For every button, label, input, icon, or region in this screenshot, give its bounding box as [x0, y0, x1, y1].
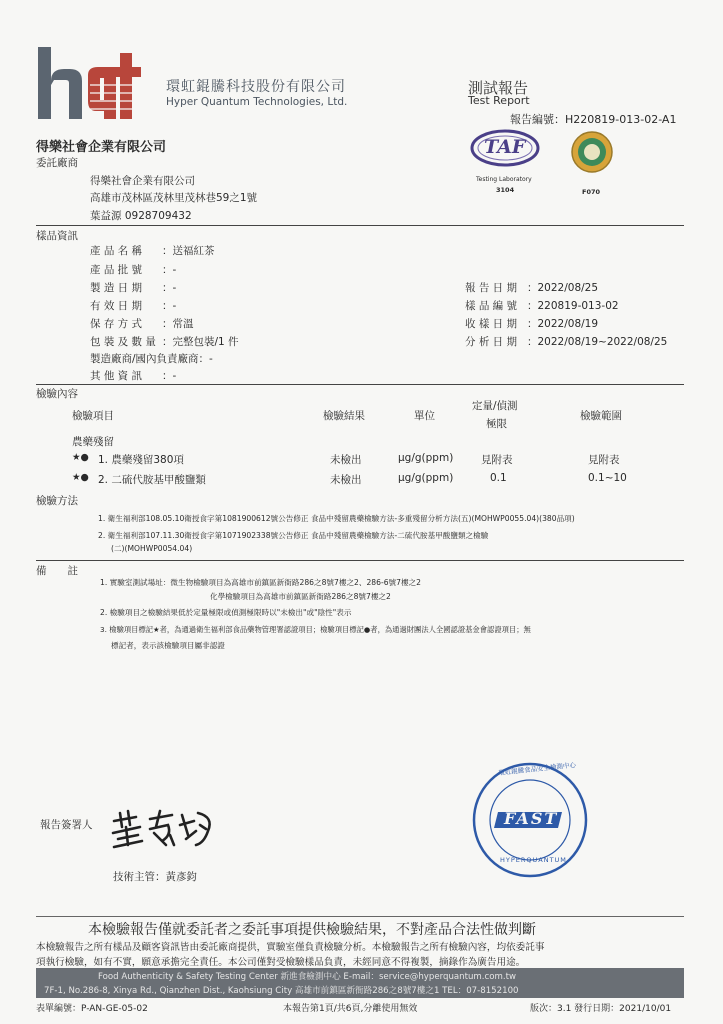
date-value: 2022/08/25	[537, 282, 599, 294]
divider	[36, 384, 684, 385]
field-label: 製 造 日 期	[90, 282, 143, 294]
disclaimer-line: 項執行檢驗，如有不實，願意承擔完全責任。本公司僅對受檢驗樣品負責，未經同意不得複製，摘錄作為廣告用途。	[36, 957, 526, 968]
field-value: -	[172, 264, 177, 276]
test-category: 農藥殘留	[72, 436, 114, 448]
col-header-item: 檢驗項目	[72, 410, 114, 422]
note-item: 1. 實驗室測試場址：微生物檢驗項目為高雄市前鎮區新衙路286之8號7樓之2、286-6號7樓之2	[100, 578, 421, 587]
footer-bar-line: Food Authenticity & Safety Testing Center 新進食檢測中心 E-mail：service@hyperquantum.com.tw	[98, 972, 517, 982]
fast-stamp	[470, 760, 590, 880]
sample-field: 保 存 方 式 ：常溫	[90, 318, 194, 330]
date-value: 220819-013-02	[537, 300, 619, 312]
note-item: 化學檢驗項目為高雄市前鎮區新衙路286之8號7樓之2	[210, 592, 391, 601]
client-heading: 得樂社會企業有限公司	[36, 140, 167, 155]
taf-logo-text: TAF	[484, 136, 526, 158]
tests-section-label: 檢驗內容	[36, 388, 78, 400]
report-title-en: Test Report	[468, 94, 530, 107]
food-certification-seal	[570, 130, 614, 202]
version-info: 版次：3.1 發行日期：2021/10/01	[530, 1004, 672, 1014]
field-value: 常溫	[172, 318, 194, 330]
field-value: -	[172, 300, 177, 312]
test-result: 未檢出	[330, 474, 362, 486]
test-limit: 見附表	[481, 454, 513, 466]
date-value: 2022/08/19	[537, 318, 599, 330]
report-number-label: 報告編號：	[510, 113, 565, 126]
footer-contact-bar	[36, 968, 684, 998]
field-value: 送福紅茶	[172, 245, 215, 257]
test-range: 0.1~10	[588, 472, 627, 484]
disclaimer-line: 本檢驗報告之所有樣品及顧客資訊皆由委託廠商提供，實驗室僅負責檢驗分析。本檢驗報告之所有檢驗內容，均依委託事	[36, 942, 545, 953]
method-item: (二)(MOHWP0054.04)	[111, 544, 193, 553]
divider	[36, 916, 684, 917]
divider	[36, 225, 684, 226]
sample-field: 包 裝 及 數 量 ：完整包裝/1 件	[90, 336, 239, 348]
stamp-center-text: FAST	[504, 809, 559, 828]
report-number-value: H220819-013-02-A1	[565, 113, 677, 126]
signature	[110, 805, 220, 851]
date-label: 分 析 日 期	[465, 336, 518, 348]
client-contact: 葉益源 0928709432	[90, 210, 192, 222]
test-item: 1. 農藥殘留380項	[98, 454, 184, 466]
note-item: 2. 檢驗項目之檢驗結果低於定量極限或偵測極限時以"未檢出"或"陰性"表示	[100, 608, 352, 617]
test-limit: 0.1	[490, 472, 507, 484]
method-item: 2. 衛生福利部107.11.30衛授食字第1071902338號公告修正 食品中殘留農藥檢驗方法-二硫代胺基甲酸鹽類之檢驗	[98, 531, 489, 540]
date-field: 報 告 日 期 ：2022/08/25	[465, 282, 599, 294]
signatory-label: 報告簽署人	[40, 819, 93, 831]
client-section-label: 委託廠商	[36, 157, 78, 169]
report-title-zh: 測試報告	[468, 79, 529, 97]
field-label: 產 品 名 稱	[90, 245, 143, 257]
sample-field: 產 品 名 稱 ：送福紅茶	[90, 245, 215, 257]
field-value: 完整包裝/1 件	[172, 336, 239, 348]
note-item: 標記者，表示該檢驗項目屬非認證	[111, 641, 225, 650]
report-number	[510, 111, 676, 127]
field-value: -	[209, 353, 213, 365]
date-field: 分 析 日 期 ：2022/08/19~2022/08/25	[465, 336, 668, 348]
date-field: 收 樣 日 期 ：2022/08/19	[465, 318, 599, 330]
company-name-zh: 環虹錕騰科技股份有限公司	[166, 79, 346, 95]
taf-logo	[468, 128, 542, 202]
taf-caption-2: 3104	[496, 186, 515, 194]
stamp-bottom-text: HYPERQUANTUM	[500, 856, 567, 864]
sample-field: 製 造 日 期 ：-	[90, 282, 177, 294]
test-unit: μg/g(ppm)	[398, 452, 454, 464]
sample-field: 其 他 資 訊 ：-	[90, 370, 177, 382]
page-info: 本報告第1頁/共6頁,分離使用無效	[283, 1004, 418, 1014]
date-value: 2022/08/19~2022/08/25	[537, 336, 668, 348]
taf-caption-1: Testing Laboratory	[476, 176, 532, 183]
sample-section-label: 樣品資訊	[36, 230, 78, 242]
accreditation-mark: ★●	[72, 452, 89, 463]
col-header-unit: 單位	[414, 410, 435, 422]
test-range: 見附表	[588, 454, 620, 466]
col-header-result: 檢驗結果	[323, 410, 365, 422]
field-label: 其 他 資 訊	[90, 370, 143, 382]
hqt-logo	[36, 45, 156, 125]
test-result: 未檢出	[330, 454, 362, 466]
client-address: 高雄市茂林區茂林里茂林巷59之1號	[90, 192, 258, 204]
field-label: 包 裝 及 數 量	[90, 336, 156, 348]
method-item: 1. 衛生福利部108.05.10衛授食字第1081900612號公告修正 食品中殘留農藥檢驗方法-多重殘留分析方法(五)(MOHWP0055.04)(380品項)	[98, 514, 575, 523]
notes-section-label: 備 註	[36, 565, 78, 577]
field-label: 保 存 方 式	[90, 318, 143, 330]
field-label: 產 品 批 號	[90, 264, 143, 276]
sample-field: 產 品 批 號 ：-	[90, 264, 177, 276]
field-value: -	[172, 282, 177, 294]
date-label: 收 樣 日 期	[465, 318, 518, 330]
date-label: 報 告 日 期	[465, 282, 518, 294]
test-item: 2. 二硫代胺基甲酸鹽類	[98, 474, 206, 486]
test-unit: μg/g(ppm)	[398, 472, 454, 484]
date-field: 樣 品 編 號 ：220819-013-02	[465, 300, 619, 312]
field-label: 製造廠商/國內負責廠商	[90, 353, 199, 365]
form-number: 表單編號：P-AN-GE-05-02	[36, 1004, 148, 1014]
sample-field: 有 效 日 期 ：-	[90, 300, 177, 312]
sample-field: 製造廠商/國內負責廠商：-	[90, 353, 213, 365]
methods-section-label: 檢驗方法	[36, 495, 78, 507]
disclaimer-title: 本檢驗報告僅就委託者之委託事項提供檢驗結果，不對產品合法性做判斷	[88, 922, 536, 938]
date-label: 樣 品 編 號	[465, 300, 518, 312]
food-seal-caption: F070	[582, 188, 601, 196]
footer-bar-line: 7F-1, No.286-8, Xinya Rd., Qianzhen Dist., Kaohsiung City 高雄市前鎮區新衙路286之8號7樓之1 TEL：07-8152100	[44, 986, 519, 996]
col-header-limit-1: 定量/偵測	[472, 400, 518, 412]
client-name: 得樂社會企業有限公司	[90, 175, 195, 187]
company-name-en: Hyper Quantum Technologies, Ltd.	[166, 96, 348, 108]
note-item: 3. 檢驗項目標記★者，為通過衛生福利部食品藥物管理署認證項目；檢驗項目標記●者，為通過財團法人全國認證基金會認證項目；無	[100, 625, 531, 634]
accreditation-mark: ★●	[72, 472, 89, 483]
divider	[36, 560, 684, 561]
stamp-ring-text: 環虹錕騰食品安全檢測中心	[497, 760, 577, 778]
field-value: -	[172, 370, 177, 382]
technical-supervisor: 技術主管：黃彥鈞	[113, 871, 197, 883]
col-header-range: 檢驗範圍	[580, 410, 622, 422]
field-label: 有 效 日 期	[90, 300, 143, 312]
col-header-limit-2: 極限	[486, 418, 507, 430]
